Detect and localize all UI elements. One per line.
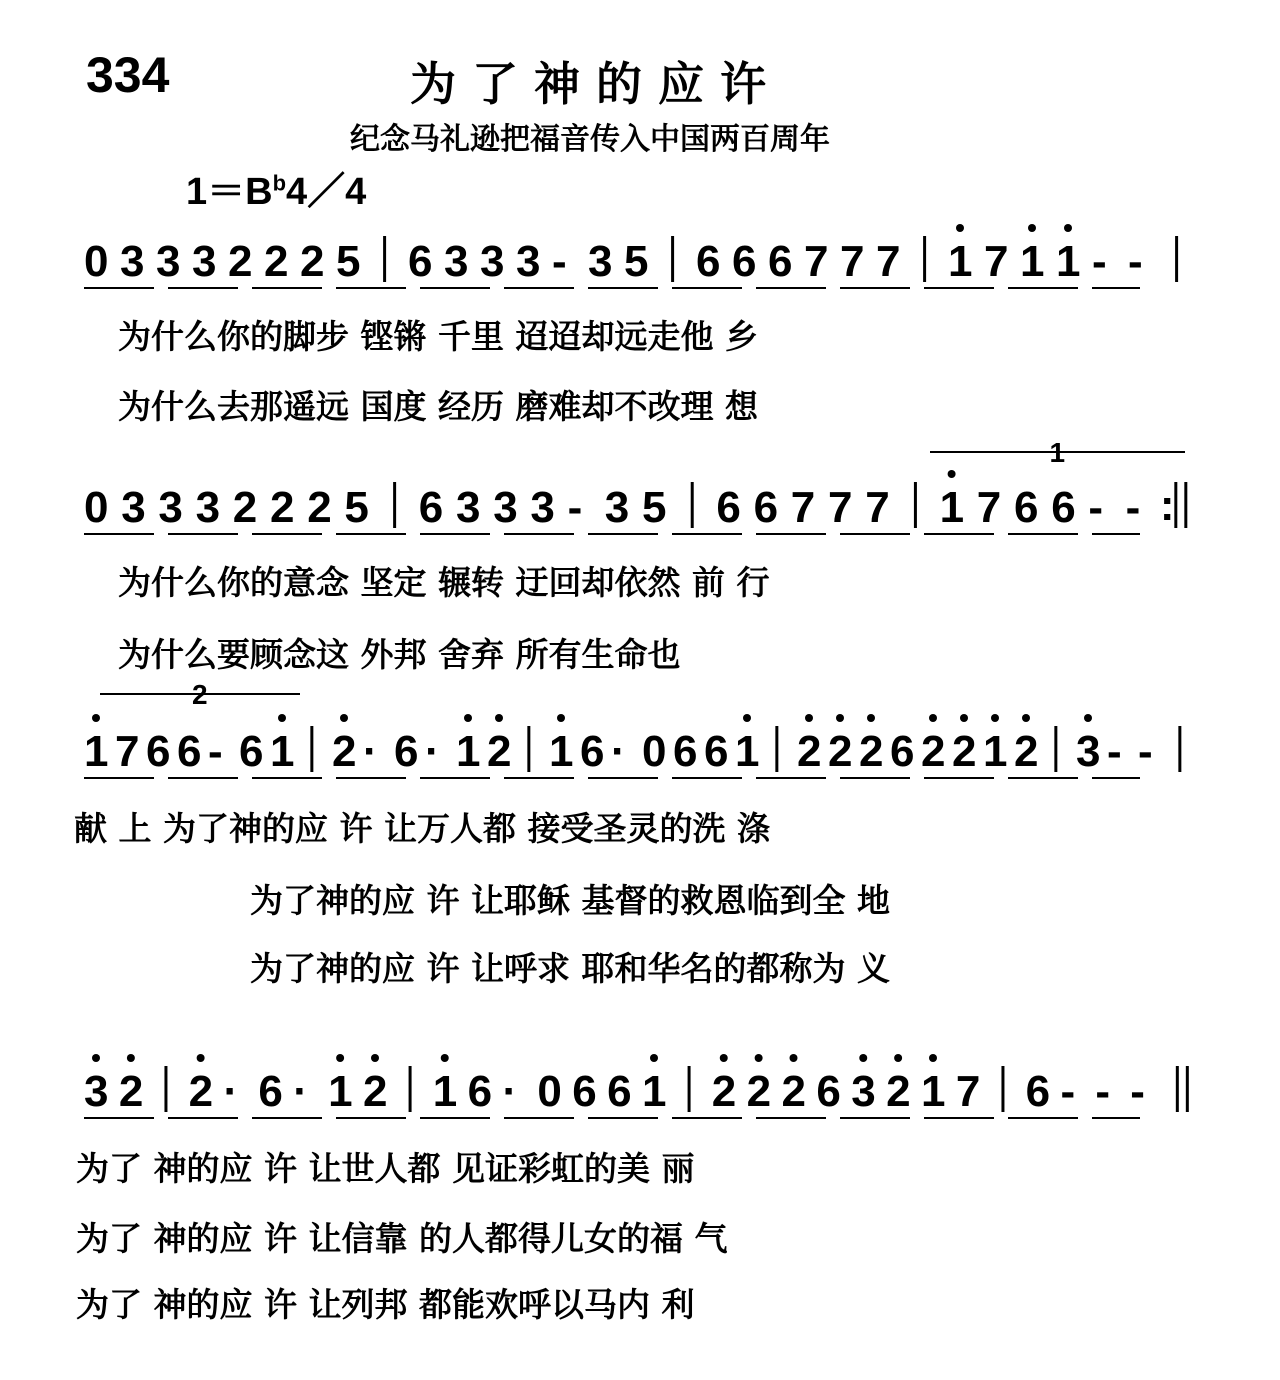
note: · — [363, 727, 378, 776]
hymn-number: 334 — [86, 47, 170, 103]
note: - — [552, 237, 567, 286]
note: 2 — [1014, 727, 1039, 776]
high-octave-dot — [340, 714, 348, 722]
lyric-line: 为了 神的应 许 让信靠 的人都得儿女的福 气 — [76, 1219, 728, 1258]
high-octave-dot — [495, 714, 503, 722]
note: 6 — [607, 1067, 632, 1116]
high-octave-dot — [867, 714, 875, 722]
high-octave-dot — [1084, 714, 1092, 722]
note: 2 — [228, 237, 253, 286]
note: 2 — [487, 727, 512, 776]
note: 5 — [642, 483, 667, 532]
note: 3 — [195, 483, 221, 532]
high-octave-dot — [1028, 224, 1036, 232]
note: 2 — [270, 483, 295, 532]
note: 6 — [146, 727, 171, 776]
high-octave-dot — [650, 1054, 658, 1062]
note: - — [1138, 727, 1153, 776]
lyric-line: 为什么你的意念 坚定 辗转 迂回却依然 前 行 — [118, 563, 770, 602]
note: 6 — [768, 237, 793, 286]
note: 6 — [394, 727, 419, 776]
note: 6 — [696, 237, 721, 286]
high-octave-dot — [197, 1054, 205, 1062]
high-octave-dot — [371, 1054, 379, 1062]
note: - — [1092, 237, 1107, 286]
note: 3 — [530, 483, 555, 532]
note: 5 — [336, 237, 361, 286]
note: 3 — [192, 237, 217, 286]
note: · — [293, 1067, 308, 1116]
lyric-line: 为了 神的应 许 让列邦 都能欢呼以马内 利 — [76, 1285, 695, 1324]
lyric-line: 为什么要顾念这 外邦 舍弃 所有生命也 — [118, 635, 681, 674]
high-octave-dot — [929, 714, 937, 722]
note: 1 — [432, 1067, 458, 1116]
note: 7 — [828, 483, 853, 532]
note: 3 — [84, 1067, 109, 1116]
note: 3 — [156, 237, 181, 286]
note: 1 — [948, 237, 973, 286]
high-octave-dot — [790, 1054, 798, 1062]
note: 3 — [588, 237, 613, 286]
lyric-line: 为了 神的应 许 让世人都 见证彩虹的美 丽 — [76, 1149, 695, 1188]
note: 2 — [859, 727, 884, 776]
note: 7 — [804, 237, 829, 286]
high-octave-dot — [743, 714, 751, 722]
note: 3 — [516, 237, 541, 286]
note: - — [567, 483, 583, 532]
high-octave-dot — [894, 1054, 902, 1062]
high-octave-dot — [1064, 224, 1072, 232]
note: 6 — [1014, 483, 1039, 532]
note: 1 — [270, 727, 295, 776]
lyric-line: 为了神的应 许 让耶稣 基督的救恩临到全 地 — [250, 881, 890, 920]
note: · — [425, 727, 440, 776]
high-octave-dot — [336, 1054, 344, 1062]
note: 2 — [332, 727, 357, 776]
high-octave-dot — [991, 714, 999, 722]
note: 3 — [444, 237, 469, 286]
hymn-subtitle: 纪念马礼逊把福音传入中国两百周年 — [350, 122, 830, 157]
note: 1 — [1020, 237, 1045, 286]
key-flat: b — [272, 170, 287, 196]
note: 7 — [115, 727, 140, 776]
note: 1 — [84, 727, 109, 776]
note: 0 — [84, 483, 109, 532]
note: 6 — [258, 1067, 283, 1116]
note: 6 — [673, 727, 698, 776]
note: 1 — [921, 1067, 946, 1116]
high-octave-dot — [956, 224, 964, 232]
note: 3 — [1076, 727, 1101, 776]
note: 7 — [955, 1067, 981, 1116]
note: 1 — [642, 1067, 667, 1116]
high-octave-dot — [92, 714, 100, 722]
key-label: 1＝B — [186, 171, 273, 213]
note: 7 — [865, 483, 890, 532]
note: 6 — [1051, 483, 1076, 532]
note: 3 — [120, 237, 145, 286]
note: - — [208, 727, 223, 776]
note: 6 — [716, 483, 741, 532]
note: 5 — [624, 237, 649, 286]
note: 1 — [735, 727, 760, 776]
note: 2 — [797, 727, 822, 776]
note: 6 — [239, 727, 264, 776]
note: 2 — [952, 727, 977, 776]
high-octave-dot — [755, 1054, 763, 1062]
note: 5 — [344, 483, 369, 532]
hymn-title: 为了神的应许 — [410, 57, 782, 111]
note: 6 — [177, 727, 202, 776]
note: 7 — [876, 237, 901, 286]
note: 2 — [746, 1067, 772, 1116]
note: - — [1130, 1067, 1145, 1116]
note: - — [1060, 1067, 1076, 1116]
note: 3 — [121, 483, 146, 532]
note: 7 — [976, 483, 1002, 532]
high-octave-dot — [859, 1054, 867, 1062]
high-octave-dot — [960, 714, 968, 722]
note: 6 — [1025, 1067, 1051, 1116]
high-octave-dot — [1022, 714, 1030, 722]
high-octave-dot — [720, 1054, 728, 1062]
note: 1 — [939, 483, 965, 532]
note: - — [1107, 727, 1122, 776]
note: · — [223, 1067, 239, 1116]
note: 1 — [456, 727, 481, 776]
note: - — [1128, 237, 1143, 286]
high-octave-dot — [836, 714, 844, 722]
high-octave-dot — [92, 1054, 100, 1062]
note: 7 — [840, 237, 865, 286]
note: 2 — [781, 1067, 806, 1116]
high-octave-dot — [805, 714, 813, 722]
note: 2 — [711, 1067, 737, 1116]
note: 3 — [604, 483, 630, 532]
note: 1 — [549, 727, 574, 776]
note: · — [502, 1067, 518, 1116]
note: 0 — [84, 237, 109, 286]
high-octave-dot — [464, 714, 472, 722]
note: 2 — [264, 237, 289, 286]
note: 0 — [537, 1067, 562, 1116]
note: 6 — [580, 727, 605, 776]
high-octave-dot — [127, 1054, 135, 1062]
note: 6 — [704, 727, 729, 776]
high-octave-dot — [557, 714, 565, 722]
note: 2 — [188, 1067, 214, 1116]
note: 1 — [1056, 237, 1081, 286]
high-octave-dot — [929, 1054, 937, 1062]
lyric-line: 为了神的应 许 让呼求 耶和华名的都称为 义 — [250, 949, 890, 988]
note: 7 — [790, 483, 816, 532]
lyric-line: 为什么去那遥远 国度 经历 磨难却不改理 想 — [118, 387, 758, 426]
high-octave-dot — [278, 714, 286, 722]
note: - — [1125, 483, 1141, 532]
note: 3 — [480, 237, 505, 286]
note: 7 — [984, 237, 1009, 286]
note: 6 — [418, 483, 444, 532]
note: 3 — [456, 483, 481, 532]
note: 3 — [851, 1067, 876, 1116]
note: 3 — [493, 483, 518, 532]
note: - — [1095, 1067, 1111, 1116]
high-octave-dot — [441, 1054, 449, 1062]
note: 2 — [921, 727, 946, 776]
note: 2 — [232, 483, 258, 532]
volta-label: 1 — [1049, 437, 1066, 468]
note: 6 — [467, 1067, 493, 1116]
note: 6 — [816, 1067, 841, 1116]
repeat-sign: : — [1159, 481, 1175, 530]
lyric-line: 为什么你的脚步 铿锵 千里 迢迢却远走他 乡 — [118, 317, 758, 356]
note: 0 — [642, 727, 667, 776]
lyric-line: 献 上 为了神的应 许 让万人都 接受圣灵的洗 涤 — [74, 809, 770, 848]
note: 2 — [118, 1067, 144, 1116]
note: 1 — [328, 1067, 353, 1116]
note: 2 — [828, 727, 853, 776]
volta-label: 2 — [192, 679, 208, 710]
time-signature: 4／4 — [286, 171, 367, 213]
note: 6 — [732, 237, 757, 286]
note: 6 — [408, 237, 433, 286]
note: 2 — [886, 1067, 911, 1116]
note: 2 — [363, 1067, 388, 1116]
note: - — [1088, 483, 1104, 532]
high-octave-dot — [948, 470, 956, 478]
note: 1 — [983, 727, 1008, 776]
note: 3 — [158, 483, 183, 532]
note: · — [611, 727, 626, 776]
note: 6 — [890, 727, 915, 776]
note: 2 — [300, 237, 325, 286]
note: 6 — [572, 1067, 597, 1116]
note: 6 — [753, 483, 779, 532]
note: 2 — [307, 483, 332, 532]
